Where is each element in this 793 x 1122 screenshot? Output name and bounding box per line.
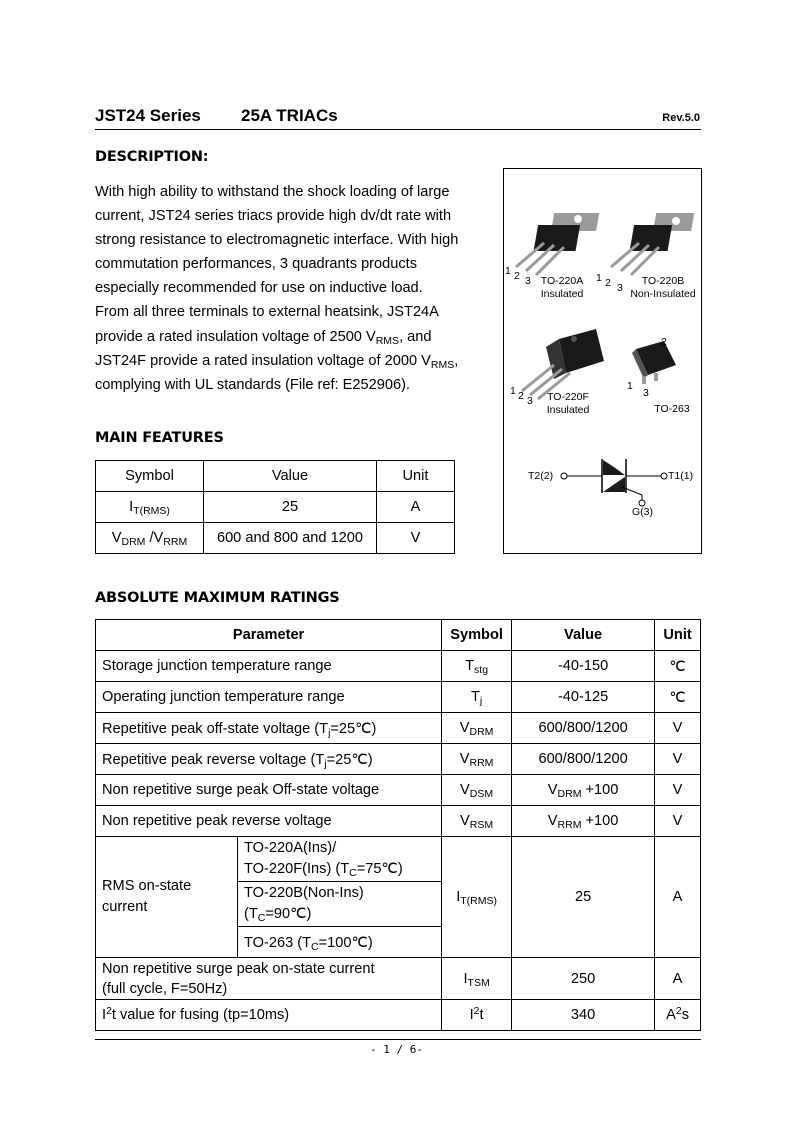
table-row xyxy=(96,682,701,713)
symbol-cell: $I_{T(RMS)}$ xyxy=(442,837,512,958)
description-line: complying with UL standards (File ref: E252906). xyxy=(95,376,410,393)
symbol-cell: $T_j$ xyxy=(442,682,512,713)
table-row xyxy=(96,461,455,492)
header-cell: Parameter xyxy=(96,620,442,651)
table-row xyxy=(96,651,701,682)
header-cell: Symbol xyxy=(96,461,204,492)
description-line: commutation performances, 3 quadrants products xyxy=(95,256,418,273)
condition-cell: TO-220B(Non-Ins) $(T_C=90℃)$ xyxy=(238,882,442,927)
unit-cell: ℃ xyxy=(655,651,701,682)
description-line: With high ability to withstand the shock loading of large xyxy=(95,184,450,200)
pin-3-label: 3 xyxy=(617,282,623,294)
description-line: current, JST24 series triacs provide high dv/dt rate with xyxy=(95,208,452,225)
header-cell: Unit xyxy=(377,461,455,492)
to220a-label: TO-220A Insulated xyxy=(540,275,584,300)
pin-1-label: 1 xyxy=(505,265,511,277)
product-title: 25A TRIACs xyxy=(241,106,338,125)
table-row xyxy=(96,775,701,806)
value-cell: $V_{DRM} +100$ xyxy=(512,775,655,806)
parameter-cell: Non repetitive surge peak Off-state voltage xyxy=(96,775,442,806)
unit-cell: A xyxy=(655,958,701,1000)
main-features-table xyxy=(95,460,455,554)
table-row xyxy=(96,1000,701,1031)
parameter-cell: Non repetitive peak reverse voltage xyxy=(96,806,442,837)
unit-cell: V xyxy=(655,806,701,837)
description-line: strong resistance to electromagnetic interface. With high xyxy=(95,232,459,249)
pin-3-label: 3 xyxy=(525,275,531,287)
pin-2-label: 2 xyxy=(605,277,611,289)
package-drawings xyxy=(504,169,701,553)
description-text xyxy=(95,180,500,397)
unit-cell: V xyxy=(655,775,701,806)
description-heading: DESCRIPTION: xyxy=(95,149,209,165)
parameter-cell: $I^2t$ value for fusing (tp=10ms) xyxy=(96,1000,442,1031)
unit-cell: V xyxy=(377,523,455,554)
header-cell: Symbol xyxy=(442,620,512,651)
t1-terminal-label: T1(1) xyxy=(668,470,694,482)
value-cell: 600/800/1200 xyxy=(512,744,655,775)
value-cell: 600 and 800 and 1200 xyxy=(204,523,377,554)
triac-symbol xyxy=(561,459,667,506)
unit-cell: ℃ xyxy=(655,682,701,713)
description-line: From all three terminals to external heatsink, JST24A xyxy=(95,304,439,321)
parameter-cell: RMS on-state current xyxy=(96,837,238,958)
pin-1-label: 1 xyxy=(627,380,633,392)
header-cell: Value xyxy=(512,620,655,651)
pin-1-label: 1 xyxy=(510,385,516,397)
to220a-package-icon xyxy=(516,213,599,275)
unit-cell: A xyxy=(377,492,455,523)
pin-2-label: 2 xyxy=(661,336,667,348)
header-cell: Unit xyxy=(655,620,701,651)
to220f-label: TO-220F Insulated xyxy=(546,391,590,416)
value-cell: 25 xyxy=(204,492,377,523)
parameter-cell: Repetitive peak reverse voltage $(T_j=25℃)$ xyxy=(96,744,442,775)
ratings-heading: ABSOLUTE MAXIMUM RATINGS xyxy=(95,590,340,606)
package-panel xyxy=(503,168,702,554)
symbol-cell: $T_{stg}$ xyxy=(442,651,512,682)
condition-cell: TO-220A(Ins)/ TO-220F(Ins) $(T_C=75℃)$ xyxy=(238,837,442,882)
revision-label: Rev.5.0 xyxy=(662,112,700,124)
t2-terminal-label: T2(2) xyxy=(528,470,554,482)
description-line: JST24F provide a rated insulation voltage of 2000 $V_{RMS}$, xyxy=(95,352,459,371)
symbol-cell: $V_{DRM}$ xyxy=(442,713,512,744)
unit-cell: V xyxy=(655,744,701,775)
table-row xyxy=(96,837,701,882)
pin-3-label: 3 xyxy=(643,387,649,399)
unit-cell: $A^2s$ xyxy=(655,1000,701,1031)
parameter-cell: Operating junction temperature range xyxy=(96,682,442,713)
value-cell: 250 xyxy=(512,958,655,1000)
value-cell: 25 xyxy=(512,837,655,958)
header-rule xyxy=(95,129,701,130)
symbol-cell: $V_{DSM}$ xyxy=(442,775,512,806)
parameter-cell: Non repetitive surge peak on-state current (full cycle, F=50Hz) xyxy=(96,958,442,1000)
table-row xyxy=(96,713,701,744)
unit-cell: A xyxy=(655,837,701,958)
series-title: JST24 Series xyxy=(95,106,201,125)
table-row xyxy=(96,744,701,775)
to220f-package-icon xyxy=(522,329,604,399)
pin-1-label: 1 xyxy=(596,272,602,284)
to263-package-icon xyxy=(632,341,676,384)
pin-2-label: 2 xyxy=(514,270,520,282)
description-line: especially recommended for use on inductive load. xyxy=(95,280,423,297)
value-cell: -40-150 xyxy=(512,651,655,682)
value-cell: -40-125 xyxy=(512,682,655,713)
main-features-heading: MAIN FEATURES xyxy=(95,430,224,446)
gate-terminal-label: G(3) xyxy=(632,506,653,518)
value-cell: 340 xyxy=(512,1000,655,1031)
ratings-table xyxy=(95,619,701,1031)
pin-3-label: 3 xyxy=(527,395,533,407)
header-cell: Value xyxy=(204,461,377,492)
parameter-cell: Storage junction temperature range xyxy=(96,651,442,682)
value-cell: $V_{RRM} +100$ xyxy=(512,806,655,837)
table-row xyxy=(96,620,701,651)
description-line: provide a rated insulation voltage of 2500 $V_{RMS}$, and xyxy=(95,328,432,347)
to263-label: TO-263 xyxy=(654,403,690,415)
unit-cell: V xyxy=(655,713,701,744)
symbol-cell: $I_{TSM}$ xyxy=(442,958,512,1000)
table-row xyxy=(96,958,701,1000)
pin-2-label: 2 xyxy=(518,390,524,402)
symbol-cell: $I_{T(RMS)}$ xyxy=(96,492,204,523)
table-row xyxy=(96,523,455,554)
footer-rule xyxy=(95,1039,701,1040)
symbol-cell: $V_{RRM}$ xyxy=(442,744,512,775)
to220b-label: TO-220B Non-Insulated xyxy=(630,275,696,300)
symbol-cell: $V_{DRM}$ $/V_{RRM}$ xyxy=(96,523,204,554)
parameter-cell: Repetitive peak off-state voltage $(T_j=25℃)$ xyxy=(96,713,442,744)
condition-cell: TO-263 $(T_C=100℃)$ xyxy=(238,927,442,958)
page-number: - 1 / 6- xyxy=(370,1043,423,1056)
symbol-cell: $I^2t$ xyxy=(442,1000,512,1031)
table-row xyxy=(96,492,455,523)
table-row xyxy=(96,806,701,837)
symbol-cell: $V_{RSM}$ xyxy=(442,806,512,837)
to220b-package-icon xyxy=(611,213,694,275)
value-cell: 600/800/1200 xyxy=(512,713,655,744)
